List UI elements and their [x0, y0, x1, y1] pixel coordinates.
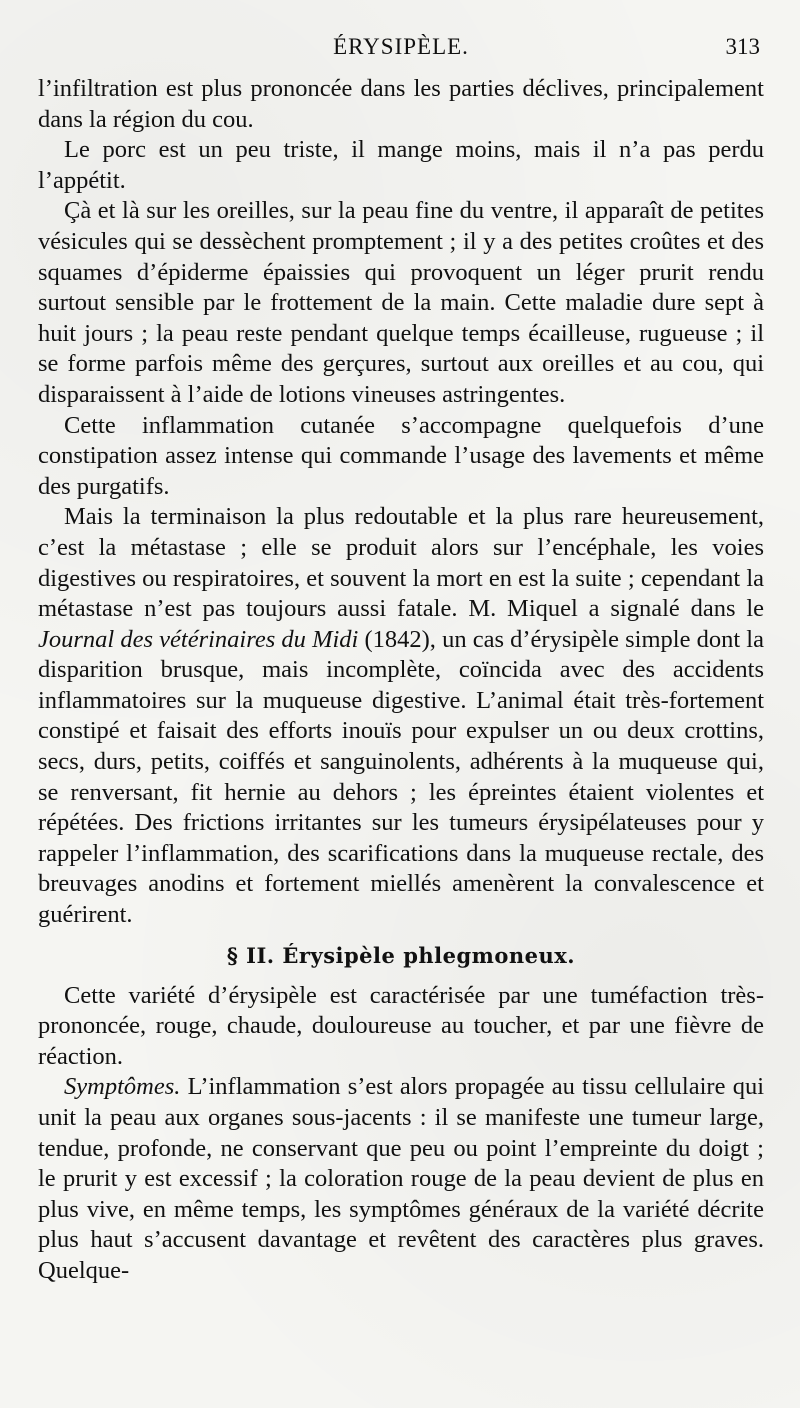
page-number: 313	[725, 34, 760, 59]
page-header	[38, 28, 764, 74]
running-head: ÉRYSIPÈLE.	[333, 34, 469, 59]
paragraph-symptoms	[38, 1072, 764, 1286]
paragraph-constipation: Cette inflammation cutanée s’accompagne quelquefois d’une constipation assez intense qui commande l’usage des lavements et même des purgatifs.	[38, 411, 764, 500]
paragraph-continuation: l’infiltration est plus prononcée dans les parties déclives, principalement dans la région du cou.	[38, 75, 764, 133]
page-body	[38, 74, 764, 1287]
symptoms-text: L’inflammation s’est alors propagée au tissu cellulaire qui unit la peau aux organes sous-jacents : il se manifeste une tumeur large, tendue, profonde, ne conservant que peu ou point l’empreinte du doigt ; le prurit y est excessif ; la coloration rouge de la peau devient de plus en plus vive, en même temps, les symptômes généraux de la variété décrite plus haut s’accusent davantage et revêtent des caractères plus graves. Quelque-	[38, 1073, 764, 1284]
metastasis-text-start: Mais la terminaison la plus redoutable et la plus rare heureusement, c’est la métastase ; elle se produit alors sur l’encéphale, les voies digestives ou respiratoires, et souvent la mort en est la suite ; cependant la métastase n’est pas toujours aussi fatale. M. Miquel a signalé dans le	[38, 503, 764, 623]
paragraph-vesicles: Çà et là sur les oreilles, sur la peau fine du ventre, il apparaît de petites vésicules qui se dessèchent promptement ; il y a des petites croûtes et des squames d’épiderme épaissies qui provoquent un léger prurit rendu surtout sensible par le frottement de la main. Cette maladie dure sept à huit jours ; la peau reste pendant quelque temps écailleuse, rugueuse ; il se forme parfois même des gerçures, surtout aux oreilles et au cou, qui disparaissent à l’aide de lotions vineuses astringentes.	[38, 197, 764, 408]
paragraph-phlegmonous-definition: Cette variété d’érysipèle est caractérisée par une tuméfaction très-prononcée, rouge, chaude, douloureuse au toucher, et par une fièvre de réaction.	[38, 981, 764, 1070]
journal-title: Journal des vétérinaires du Midi	[38, 625, 359, 653]
paragraph-metastasis	[38, 502, 764, 930]
paragraph-pig-sad: Le porc est un peu triste, il mange moins, mais il n’a pas perdu l’appétit.	[38, 136, 764, 194]
symptoms-label: Symptômes.	[64, 1073, 181, 1101]
section-heading: § II. Érysipèle phlegmoneux.	[226, 942, 576, 968]
metastasis-text-end: (1842), un cas d’érysipèle simple dont la disparition brusque, mais incomplète, coïncida avec des accidents inflammatoires sur la muqueuse digestive. L’animal était très-fortement constipé et faisait des efforts inouïs pour expulser un ou deux crottins, secs, durs, petits, coiffés et sanguinolents, adhérents à la muqueuse qui, se renversant, fit hernie au dehors ; les épreintes étaient violentes et répétées. Des frictions irritantes sur les tumeurs érysipélateuses pour y rappeler l’inflammation, des scarifications dans la muqueuse rectale, des breuvages anodins et fortement miellés amenèrent la convalescence et guérirent.	[38, 625, 764, 929]
